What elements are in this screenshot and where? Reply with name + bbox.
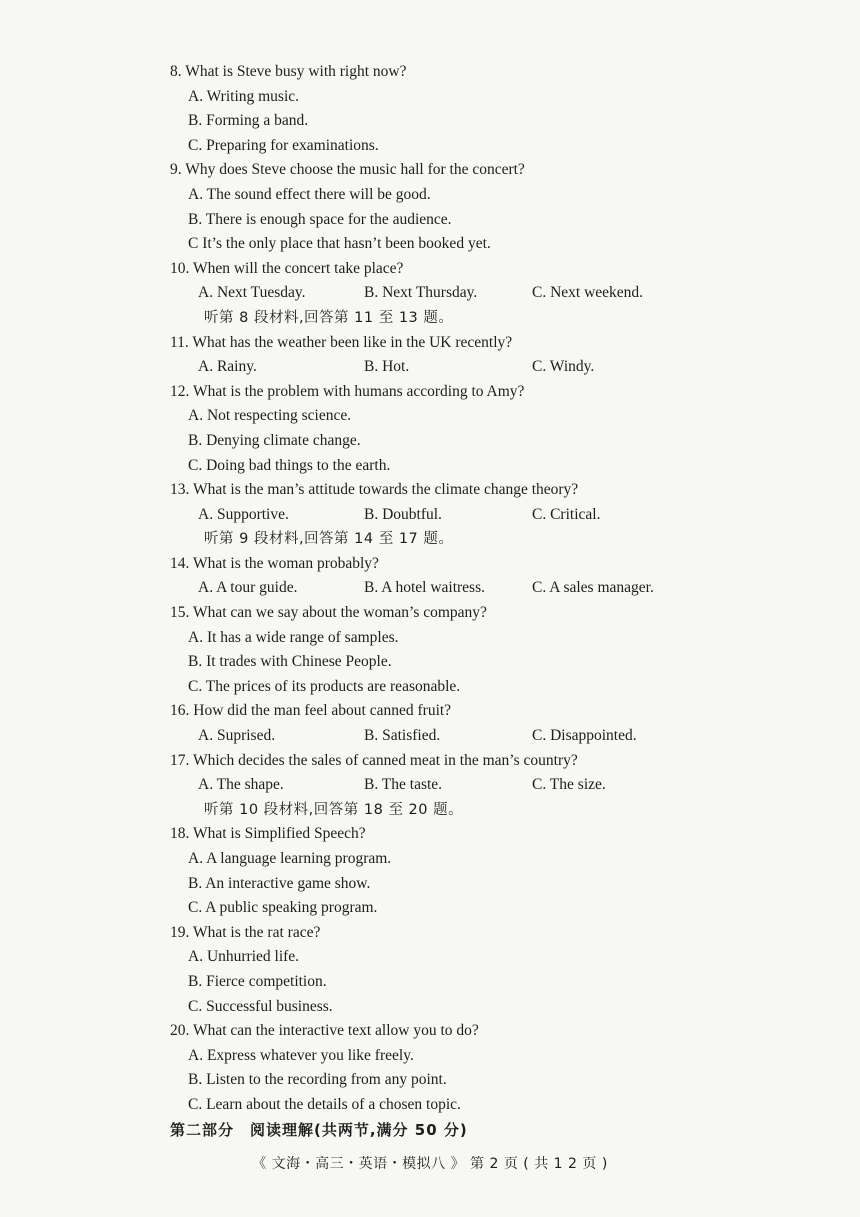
answer-option: C. Learn about the details of a chosen topic. <box>188 1095 461 1113</box>
option-row <box>170 281 730 306</box>
answer-option: A. Not respecting science. <box>188 407 352 425</box>
answer-option: B. Fierce competition. <box>188 972 327 990</box>
question-stem: 12. What is the problem with humans according to Amy? <box>170 382 525 400</box>
answer-option: C. Disappointed. <box>532 727 637 745</box>
question-block <box>170 699 730 748</box>
answer-option: A. A tour guide. <box>198 579 298 597</box>
answer-option: A. It has a wide range of samples. <box>188 628 399 646</box>
question-stem: 8. What is Steve busy with right now? <box>170 63 407 80</box>
question-block <box>170 380 730 478</box>
answer-option: A. Unhurried life. <box>188 948 300 966</box>
option-row <box>170 576 730 601</box>
answer-option: B. A hotel waitress. <box>364 579 485 597</box>
question-stem: 9. Why does Steve choose the music hall for the concert? <box>170 161 525 179</box>
answer-option: B. An interactive game show. <box>188 874 371 892</box>
question-stem: 18. What is Simplified Speech? <box>170 825 366 843</box>
question-stem: 11. What has the weather been like in the UK recently? <box>170 333 513 351</box>
answer-option: A. The sound effect there will be good. <box>188 185 431 203</box>
answer-option: C. A sales manager. <box>532 579 654 597</box>
answer-option: A. Writing music. <box>188 87 300 105</box>
answer-option: A. Supportive. <box>198 505 289 523</box>
answer-option: B. Doubtful. <box>364 505 442 523</box>
question-block <box>170 601 730 699</box>
option-row <box>170 724 730 749</box>
option-row <box>170 773 730 798</box>
question-stem: 10. When will the concert take place? <box>170 259 404 277</box>
question-block <box>170 552 730 601</box>
answer-option: C. Next weekend. <box>532 284 644 302</box>
answer-option: B. Hot. <box>364 358 410 376</box>
answer-option: A. Next Tuesday. <box>198 284 306 302</box>
question-stem: 13. What is the man’s attitude towards the climate change theory? <box>170 481 579 499</box>
option-row <box>170 355 730 380</box>
section-heading: 第二部分 阅读理解(共两节,满分 50 分) <box>170 1120 468 1139</box>
answer-option: B. Next Thursday. <box>364 284 478 302</box>
question-stem: 15. What can we say about the woman’s company? <box>170 604 487 622</box>
answer-option: C. The prices of its products are reasonable. <box>188 677 461 695</box>
answer-option: C. A public speaking program. <box>188 899 378 917</box>
question-list <box>170 60 730 1142</box>
answer-option: A. Express whatever you like freely. <box>188 1046 414 1064</box>
question-block <box>170 257 730 306</box>
answer-option: B. The taste. <box>364 776 443 794</box>
question-block <box>170 822 730 920</box>
listening-instruction: 听第 9 段材料,回答第 14 至 17 题。 <box>204 531 454 548</box>
answer-option: C. The size. <box>532 776 606 794</box>
answer-option: B. Forming a band. <box>188 112 309 130</box>
question-block <box>170 921 730 1019</box>
question-block <box>170 478 730 527</box>
answer-option: C It’s the only place that hasn’t been booked yet. <box>188 235 491 253</box>
question-block <box>170 1019 730 1117</box>
listening-instruction: 听第 8 段材料,回答第 11 至 13 题。 <box>204 309 454 326</box>
answer-option: C. Windy. <box>532 358 595 376</box>
listening-instruction: 听第 10 段材料,回答第 18 至 20 题。 <box>204 801 464 818</box>
answer-option: B. Denying climate change. <box>188 431 361 449</box>
question-block <box>170 60 730 158</box>
answer-option: B. Listen to the recording from any point. <box>188 1071 447 1089</box>
question-stem: 20. What can the interactive text allow you to do? <box>170 1022 479 1040</box>
answer-option: B. Satisfied. <box>364 727 441 745</box>
question-block <box>170 158 730 256</box>
answer-option: C. Preparing for examinations. <box>188 136 379 154</box>
answer-option: C. Doing bad things to the earth. <box>188 456 391 474</box>
page-footer: 《 文海・高三・英语・模拟八 》 第 2 页 ( 共 1 2 页 ) <box>252 1156 608 1172</box>
answer-option: A. Rainy. <box>198 358 257 376</box>
answer-option: C. Successful business. <box>188 997 333 1015</box>
answer-option: A. The shape. <box>198 776 284 794</box>
answer-option: B. It trades with Chinese People. <box>188 653 392 671</box>
question-stem: 19. What is the rat race? <box>170 923 321 941</box>
answer-option: B. There is enough space for the audience. <box>188 210 452 228</box>
question-block <box>170 331 730 380</box>
answer-option: A. A language learning program. <box>188 850 392 867</box>
question-stem: 14. What is the woman probably? <box>170 554 379 572</box>
question-block <box>170 749 730 798</box>
question-stem: 16. How did the man feel about canned fruit? <box>170 702 452 720</box>
answer-option: A. Suprised. <box>198 727 276 745</box>
answer-option: C. Critical. <box>532 505 601 523</box>
question-stem: 17. Which decides the sales of canned meat in the man’s country? <box>170 751 578 769</box>
option-row <box>170 503 730 528</box>
